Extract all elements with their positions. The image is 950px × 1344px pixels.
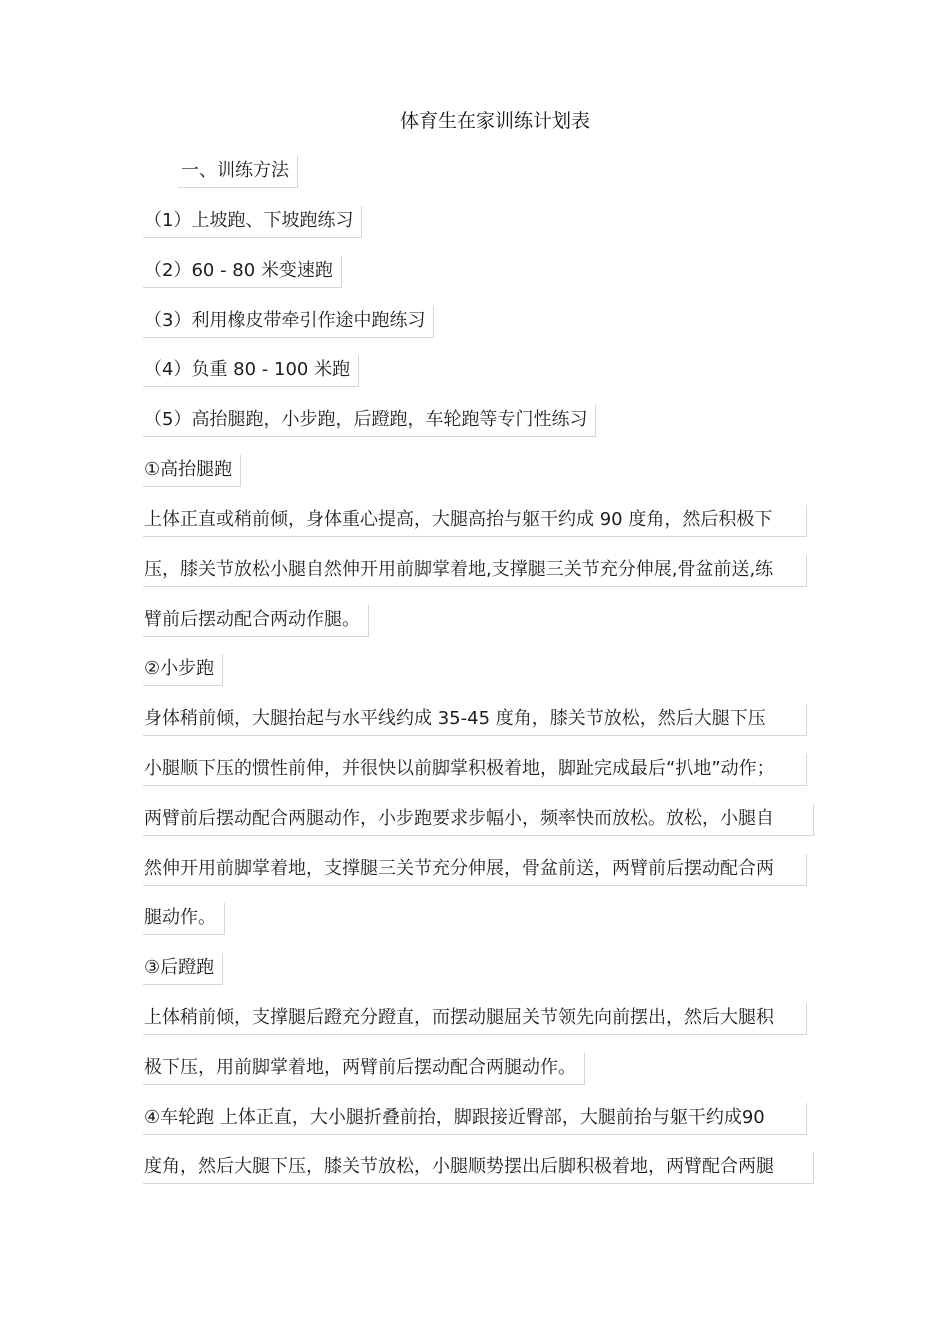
paragraph-line: 极下压，用前脚掌着地，两臂前后摆动配合两腿动作。 bbox=[143, 1053, 585, 1085]
list-item-2: （2）60 - 80 米变速跑 bbox=[143, 256, 342, 288]
paragraph-line: 度角，然后大腿下压，膝关节放松，小腿顺势摆出后脚积极着地，两臂配合两腿 bbox=[143, 1152, 814, 1184]
paragraph-line: 小腿顺下压的惯性前伸，并很快以前脚掌积极着地，脚趾完成最后“扒地”动作； bbox=[143, 754, 807, 786]
paragraph-line: 压，膝关节放松小腿自然伸开用前脚掌着地,支撑腿三关节充分伸展,骨盆前送,练 bbox=[143, 555, 807, 587]
subheading-small-steps: ②小步跑 bbox=[143, 654, 223, 686]
list-item-3: （3）利用橡皮带牵引作途中跑练习 bbox=[143, 306, 434, 338]
section-heading-training-methods: 一、训练方法 bbox=[178, 156, 298, 188]
subheading-high-knees: ①高抬腿跑 bbox=[143, 455, 241, 487]
paragraph-line: 腿动作。 bbox=[143, 903, 225, 935]
paragraph-line: 身体稍前倾，大腿抬起与水平线约成 35-45 度角，膝关节放松，然后大腿下压 bbox=[143, 704, 807, 736]
subheading-back-kick: ③后蹬跑 bbox=[143, 953, 223, 985]
paragraph-line: 两臂前后摆动配合两腿动作，小步跑要求步幅小，频率快而放松。放松，小腿自 bbox=[143, 804, 814, 836]
list-item-4: （4）负重 80 - 100 米跑 bbox=[143, 355, 359, 387]
list-item-5: （5）高抬腿跑，小步跑，后蹬跑，车轮跑等专门性练习 bbox=[143, 405, 596, 437]
document-title: 体育生在家训练计划表 bbox=[399, 110, 590, 132]
paragraph-line: 上体稍前倾，支撑腿后蹬充分蹬直，而摆动腿屈关节领先向前摆出，然后大腿积 bbox=[143, 1003, 807, 1035]
list-item-1: （1）上坡跑、下坡跑练习 bbox=[143, 206, 362, 238]
paragraph-line: 上体正直或稍前倾，身体重心提高，大腿高抬与躯干约成 90 度角，然后积极下 bbox=[143, 505, 807, 537]
subheading-wheel-run: ④车轮跑 上体正直，大小腿折叠前抬，脚跟接近臀部，大腿前抬与躯干约成90 bbox=[143, 1103, 807, 1135]
paragraph-line: 臂前后摆动配合两动作腿。 bbox=[143, 605, 369, 637]
paragraph-line: 然伸开用前脚掌着地，支撑腿三关节充分伸展，骨盆前送，两臂前后摆动配合两 bbox=[143, 854, 807, 886]
